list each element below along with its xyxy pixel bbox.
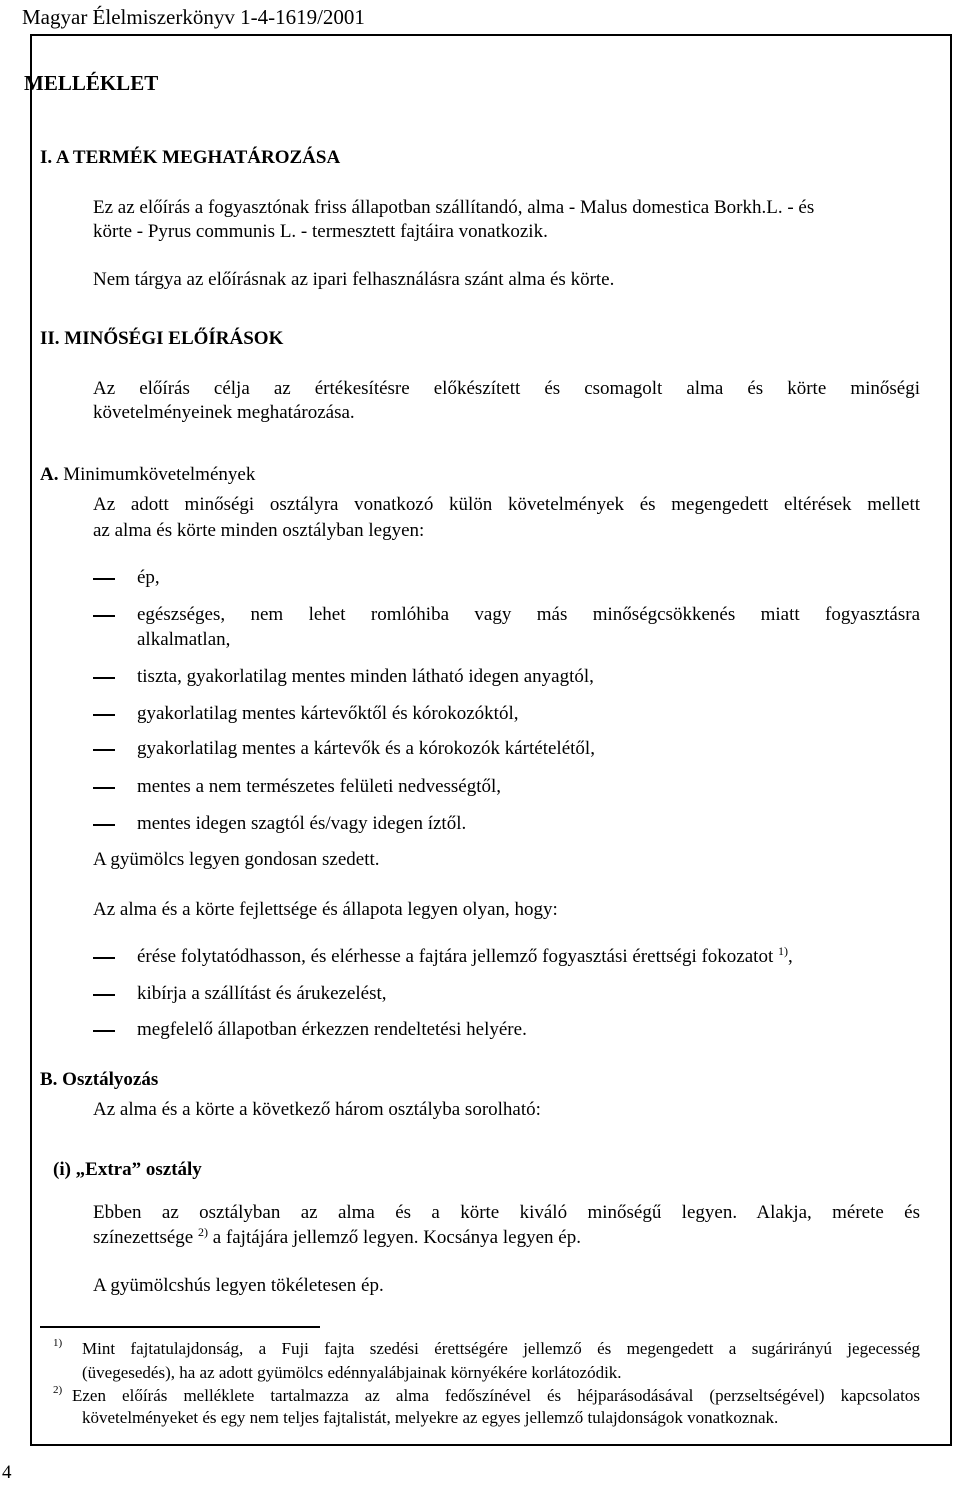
section-a-label: A. — [40, 464, 59, 485]
section-2-intro-line-1: Az előírás célja az értékesítésre előkészített és csomagolt alma és körte minőségi — [93, 378, 920, 399]
requirement-item: ép, — [137, 567, 160, 588]
running-header: Magyar Élelmiszerkönyv 1-4-1619/2001 — [22, 5, 365, 29]
list-dash — [93, 714, 115, 716]
section-1-heading: I. A TERMÉK MEGHATÁROZÁSA — [40, 147, 341, 168]
ripeness-item-comma: , — [787, 946, 793, 967]
requirement-item: mentes a nem természetes felületi nedvességtől, — [137, 776, 502, 797]
footnote-2-line-2: követelményeket és egy nem teljes fajtalistát, melyekre az egyes jellemző tulajdonságok vonatkoznak. — [82, 1408, 779, 1427]
section-a-intro-line-2: az alma és körte minden osztályban legyen: — [93, 520, 425, 541]
footnote-mark: 1) — [53, 1337, 63, 1349]
class-extra-line-1: Ebben az osztályban az alma és a körte kiváló minőségű legyen. Alakja, mérete és — [93, 1202, 920, 1223]
footnote-1-line-1: Mint fajtatulajdonság, a Fuji fajta szedési érettségére jellemző és megengedett a sugárirányú jegecesség — [82, 1339, 920, 1358]
page-number: 4 — [2, 1462, 12, 1483]
list-dash — [93, 677, 115, 679]
list-dash — [93, 1030, 115, 1032]
class-extra-flesh: A gyümölcshús legyen tökéletesen ép. — [93, 1275, 384, 1296]
ripeness-item: megfelelő állapotban érkezzen rendeltetési helyére. — [137, 1019, 527, 1040]
section-1-paragraph-line-1: Ez az előírás a fogyasztónak friss állapotban szállítandó, alma - Malus domestica Borkh.L. - és — [93, 197, 815, 218]
requirement-item: mentes idegen szagtól és/vagy idegen íztől. — [137, 813, 467, 834]
section-a-title: Minimumkövetelmények — [63, 464, 256, 485]
requirement-item: egészséges, nem lehet romlóhiba vagy más minőségcsökkenés miatt fogyasztásra — [137, 604, 920, 625]
class-extra-colour-word: színezettsége — [93, 1227, 194, 1248]
list-dash — [93, 749, 115, 751]
footnote-separator — [40, 1326, 320, 1328]
list-dash — [93, 994, 115, 996]
requirement-item-continuation: alkalmatlan, — [137, 629, 231, 650]
section-a-heading — [40, 463, 255, 487]
list-dash — [93, 615, 115, 617]
section-2-intro-line-2: követelményeinek meghatározása. — [93, 402, 355, 423]
ripeness-item: kibírja a szállítást és árukezelést, — [137, 983, 387, 1004]
class-extra-heading: (i) „Extra” osztály — [53, 1159, 202, 1180]
footnote-mark: 2) — [53, 1384, 63, 1396]
picked-note: A gyümölcs legyen gondosan szedett. — [93, 849, 380, 870]
section-b-intro: Az alma és a körte a következő három osztályba sorolható: — [93, 1099, 541, 1120]
list-dash — [93, 787, 115, 789]
annex-title: MELLÉKLET — [24, 71, 159, 95]
requirement-item: gyakorlatilag mentes kártevőktől és kórokozóktól, — [137, 703, 519, 724]
list-dash — [93, 578, 115, 580]
section-1-paragraph-line-2: körte - Pyrus communis L. - termesztett fajtáira vonatkozik. — [93, 221, 548, 242]
class-extra-line-2-rest: a fajtájára jellemző legyen. Kocsánya legyen ép. — [212, 1227, 581, 1248]
requirement-item: gyakorlatilag mentes a kártevők és a kórokozók kártételétől, — [137, 738, 595, 759]
section-1-exclusion: Nem tárgya az előírásnak az ipari felhasználásra szánt alma és körte. — [93, 269, 615, 290]
footnote-ref-2[interactable]: 2) — [197, 1225, 208, 1239]
list-dash — [93, 824, 115, 826]
section-2-heading: II. MINŐSÉGI ELŐÍRÁSOK — [40, 328, 284, 349]
ripeness-item-text: érése folytatódhasson, és elérhesse a fajtára jellemző fogyasztási érettségi fokozatot — [137, 946, 774, 967]
section-b-heading: B. Osztályozás — [40, 1069, 159, 1090]
class-extra-line-2 — [93, 1226, 581, 1250]
ripeness-intro: Az alma és a körte fejlettsége és állapota legyen olyan, hogy: — [93, 899, 558, 920]
requirement-item: tiszta, gyakorlatilag mentes minden látható idegen anyagtól, — [137, 666, 594, 687]
ripeness-item — [137, 945, 793, 969]
section-a-intro-line-1: Az adott minőségi osztályra vonatkozó külön követelmények és megengedett eltérések mellett — [93, 494, 920, 515]
footnote-ref-1[interactable]: 1) — [777, 944, 788, 958]
footnote-1-line-2: (üvegesedés), ha az adott gyümölcs edénnyalábjainak környékére korlátozódik. — [82, 1363, 622, 1382]
footnote-2-line-1: Ezen előírás melléklete tartalmazza az alma fedőszínével és héjparásodásával (perzseltségével) kapcsolatos — [72, 1386, 920, 1405]
list-dash — [93, 957, 115, 959]
